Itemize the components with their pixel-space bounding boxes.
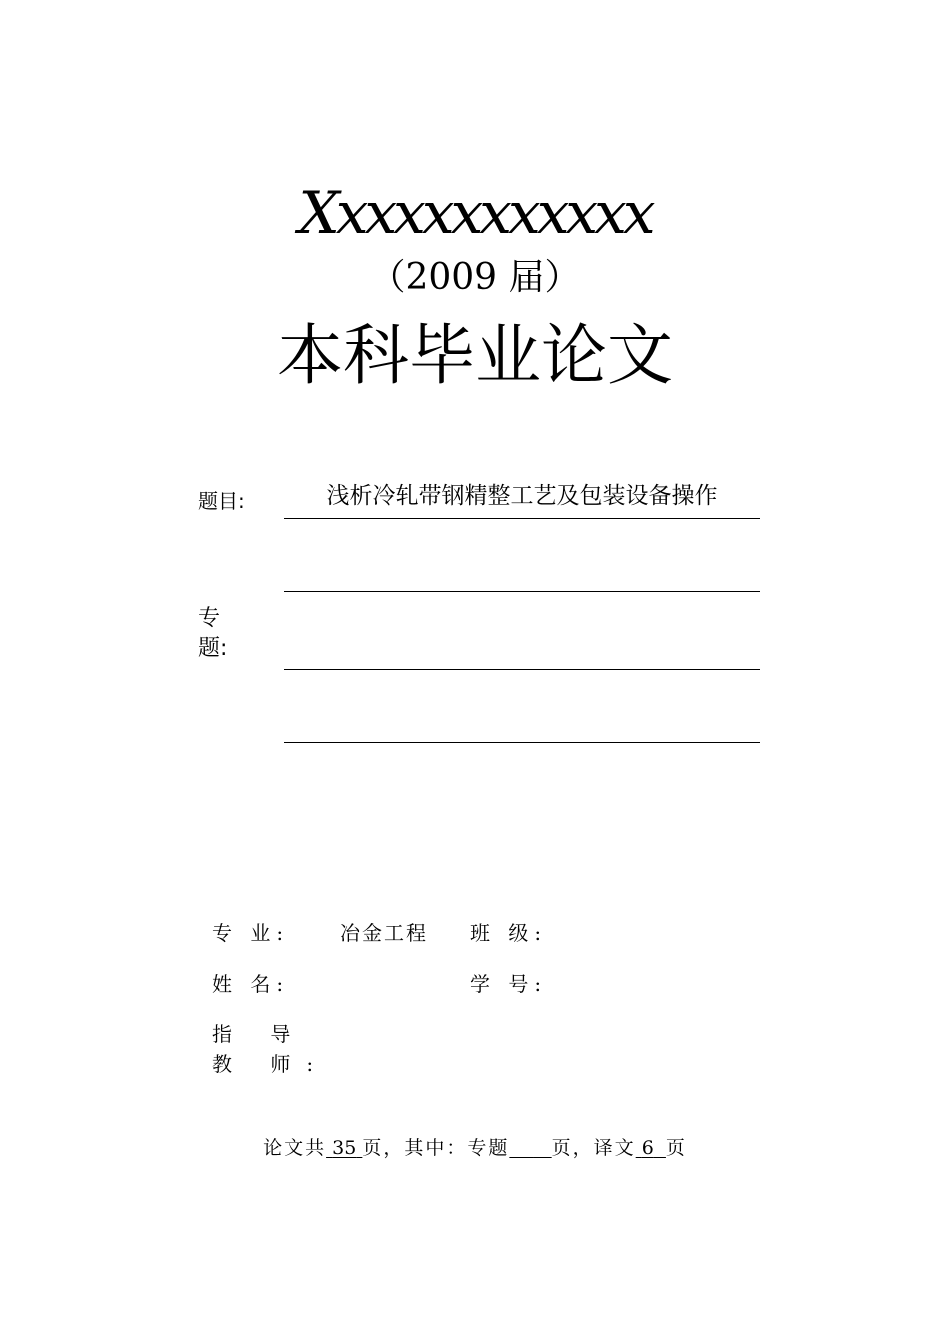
footer-text-3: 页，译文 xyxy=(551,1137,636,1159)
total-pages-value: 35 xyxy=(332,1137,357,1159)
major-label: 专 业: xyxy=(212,921,290,945)
page-count-summary xyxy=(0,1134,950,1162)
topic-underline-2 xyxy=(284,591,760,592)
document-title: 本科毕业论文 xyxy=(277,317,673,394)
topic-label: 题目: xyxy=(198,489,245,513)
footer-text-2: 页，其中：专题 xyxy=(362,1137,510,1159)
footer-text-1: 论文共 xyxy=(263,1137,327,1159)
graduation-year: （2009 届） xyxy=(369,257,581,298)
name-label: 姓 名: xyxy=(212,972,290,996)
major-value: 冶金工程 xyxy=(340,921,428,945)
school-name: Xxxxxxxxxxxx xyxy=(298,179,652,247)
special-topic-underline-2 xyxy=(284,742,760,743)
student-id-label: 学 号: xyxy=(470,972,548,996)
special-topic-underline-1 xyxy=(284,669,760,670)
translation-pages-value: 6 xyxy=(641,1137,654,1159)
topic-underline-1 xyxy=(284,518,760,519)
topic-value: 浅析冷轧带钢精整工艺及包装设备操作 xyxy=(326,483,718,509)
special-pages-value xyxy=(509,1137,551,1159)
footer-text-4: 页 xyxy=(665,1137,687,1159)
special-topic-label: 专题: xyxy=(198,606,228,661)
class-label: 班 级: xyxy=(470,921,548,945)
advisor-label: 指 导 教 师: xyxy=(212,1022,330,1076)
